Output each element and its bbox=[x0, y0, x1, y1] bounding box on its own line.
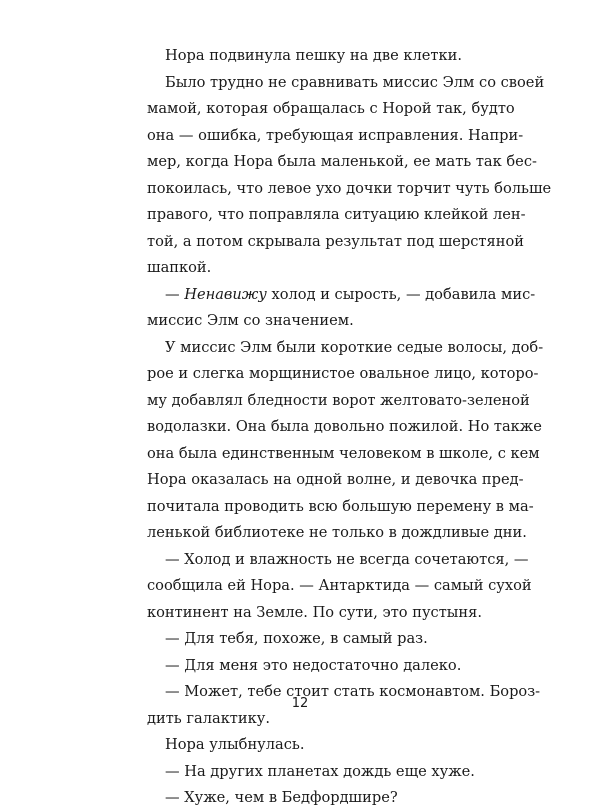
text-line: правого, что поправляла ситуацию клейкой лен- bbox=[147, 206, 526, 223]
text-line: — Хуже, чем в Бедфордшире? bbox=[165, 789, 398, 806]
text-line: она — ошибка, требующая исправления. Напри- bbox=[147, 126, 524, 144]
text-line: му добавлял бледности ворот желтовато-зеленой bbox=[147, 391, 530, 409]
text-line: Нора улыбнулась. bbox=[165, 736, 305, 753]
text-line: Нора подвинула пешку на две клетки. bbox=[165, 47, 462, 64]
text-line: водолазки. Она была довольно пожилой. Но также bbox=[147, 418, 542, 435]
text-line: континент на Земле. По сути, это пустыня. bbox=[147, 603, 482, 621]
italic-word: Ненавижу bbox=[184, 285, 267, 303]
dialog-line bbox=[147, 282, 536, 309]
text-line: — Для меня это недостаточно далеко. bbox=[165, 656, 462, 674]
text-line: миссис Элм со значением. bbox=[147, 312, 354, 329]
text-line: ленькой библиотеке не только в дождливые дни. bbox=[147, 524, 527, 541]
text-line: — Холод и влажность не всегда сочетаются, — bbox=[165, 550, 529, 568]
text-line: сообщила ей Нора. — Антарктида — самый сухой bbox=[147, 577, 532, 594]
text-line: мамой, которая обращалась с Норой так, будто bbox=[147, 100, 515, 117]
text-line: У миссис Элм были короткие седые волосы, доб- bbox=[165, 338, 544, 356]
page-number: 12 bbox=[291, 696, 309, 711]
dialog-dash: — bbox=[165, 285, 185, 303]
text-line: она была единственным человеком в школе, с кем bbox=[147, 444, 540, 462]
text-line: Было трудно не сравнивать миссис Элм со своей bbox=[165, 73, 545, 91]
text-line: той, а потом скрывала результат под шерстяной bbox=[147, 232, 524, 250]
text-line: — На других планетах дождь еще хуже. bbox=[165, 762, 475, 780]
text-line: шапкой. bbox=[147, 259, 212, 276]
text-line: почитала проводить всю большую перемену в ма- bbox=[147, 497, 534, 515]
text-line: — Для тебя, похоже, в самый раз. bbox=[165, 630, 428, 647]
text-line: Нора оказалась на одной волне, и девочка пред- bbox=[147, 471, 524, 488]
text-line: мер, когда Нора была маленькой, ее мать так бес- bbox=[147, 153, 537, 170]
text-line: рое и слегка морщинистое овальное лицо, которо- bbox=[147, 365, 539, 382]
text-line: дить галактику. bbox=[147, 709, 270, 727]
text-line: — Может, тебе стоит стать космонавтом. Бороз- bbox=[165, 683, 541, 700]
dialog-rest: холод и сырость, — добавила мис- bbox=[266, 285, 536, 303]
text-line: покоилась, что левое ухо дочки торчит чуть больше bbox=[147, 179, 552, 197]
